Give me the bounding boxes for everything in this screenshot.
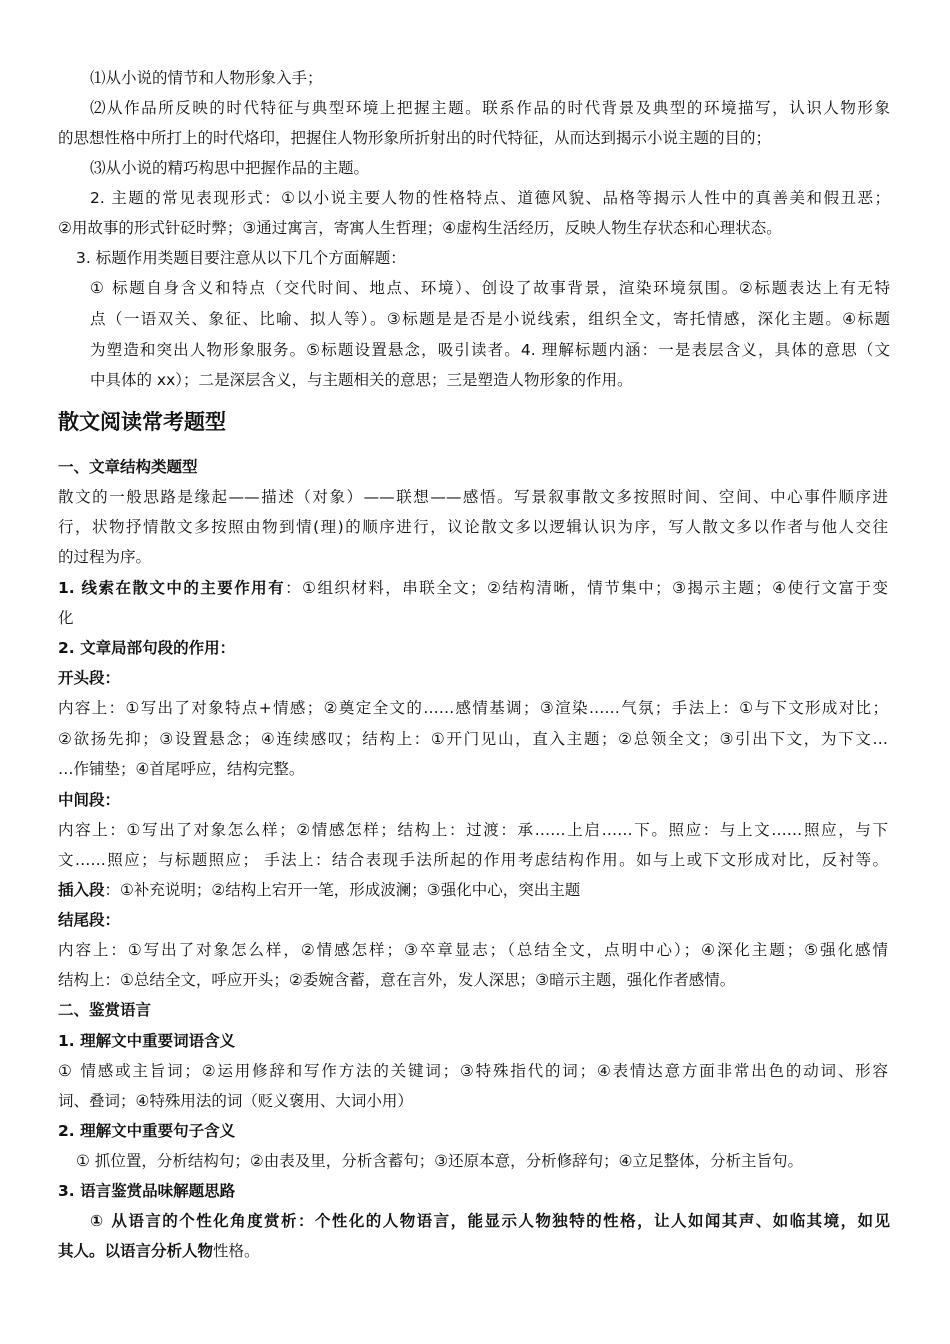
insert-paragraph-line (58, 880, 580, 900)
structure-intro-line-2: 行，状物抒情散文多按照由物到情(理)的顺序进行，议论散文多以逻辑认识为序，写人散文多以作者与他人交往 (58, 518, 888, 536)
title-function-line-2: 点（一语双关、象征、比喻、拟人等）。③标题是是否是小说线索，组织全文，寄托情感，深化主题。④标题 (90, 310, 890, 328)
language-heading: 二、鉴赏语言 (58, 1001, 152, 1019)
clue-function-label: 1. 线索在散文中的主要作用有 (58, 579, 286, 597)
word-meaning-heading: 1. 理解文中重要词语含义 (58, 1032, 236, 1050)
sentence-meaning-heading: 2. 理解文中重要句子含义 (58, 1122, 236, 1140)
title-function-line-4: 中具体的 xx）；二是深层含义，与主题相关的意思；三是塑造人物形象的作用。 (90, 371, 633, 389)
title-function-line-3: 为塑造和突出人物形象服务。⑤标题设置悬念，吸引读者。4. 理解标题内涵：一是表层含义，具体的意思（文 (90, 341, 890, 359)
ending-line-1: 内容上：①写出了对象怎么样，②情感怎样；③卒章显志；（总结全文，点明中心）；④深化主题；⑤强化感情 (58, 941, 888, 959)
structure-heading: 一、文章结构类题型 (58, 458, 198, 476)
language-appreciation-line-1: ① 从语言的个性化角度赏析：个性化的人物语言，能显示人物独特的性格，让人如闻其声、如临其境，如见 (90, 1212, 890, 1230)
title-function-heading: 3. 标题作用类题目要注意从以下几个方面解题： (76, 249, 406, 267)
novel-point-1: ⑴从小说的情节和人物形象入手； (90, 69, 323, 87)
ending-paragraph-label: 结尾段： (58, 911, 121, 929)
partial-function-heading: 2. 文章局部句段的作用： (58, 639, 236, 657)
middle-paragraph-label: 中间段： (58, 791, 121, 809)
structure-intro-line-3: 的过程为序。 (58, 548, 152, 566)
language-appreciation-heading: 3. 语言鉴赏品味解题思路 (58, 1182, 236, 1200)
opening-line-2: ②欲扬先抑；③设置悬念；④连续感叹；结构上：①开门见山，直入主题；②总领全文；③引出下文，为下文… (58, 730, 888, 748)
middle-line-2: 文……照应；与标题照应； 手法上：结合表现手法所起的作用考虑结构作用。如与上或下文形成对比，反衬等。 (58, 851, 888, 869)
novel-point-2-line-2: 的思想性格中所打上的时代烙印，把握住人物形象所折射出的时代特征，从而达到揭示小说主题的目的； (58, 129, 772, 147)
sentence-meaning-line: ① 抓位置，分析结构句；②由表及里，分析含蓄句；③还原本意，分析修辞句；④立足整体，分析主旨句。 (76, 1152, 804, 1170)
clue-function-line-1 (58, 578, 888, 598)
insert-paragraph-text: ：①补充说明；②结构上宕开一笔，形成波澜；③强化中心，突出主题 (104, 881, 581, 899)
title-function-line-1: ① 标题自身含义和特点（交代时间、地点、环境）、创设了故事背景，渲染环境氛围。②标题表达上有无特 (90, 279, 890, 297)
insert-paragraph-label: 插入段 (58, 881, 105, 899)
language-appreciation-rest: 性格。 (213, 1242, 260, 1260)
novel-point-2-line-1: ⑵从作品所反映的时代特征与典型环境上把握主题。联系作品的时代背景及典型的环境描写，认识人物形象 (90, 99, 890, 117)
opening-paragraph-label: 开头段： (58, 669, 121, 687)
structure-intro-line-1: 散文的一般思路是缘起——描述（对象）——联想——感悟。写景叙事散文多按照时间、空间、中心事件顺序进 (58, 488, 888, 506)
middle-line-1: 内容上：①写出了对象怎么样；②情感怎样；结构上：过渡：承……上启……下。照应：与上文……照应，与下 (58, 821, 888, 839)
clue-function-text: ：①组织材料，串联全文；②结构清晰，情节集中；③揭示主题；④使行文富于变 (285, 579, 888, 597)
opening-line-1: 内容上：①写出了对象特点+情感；②奠定全文的……感情基调；③渲染……气氛；手法上：①与下文形成对比； (58, 699, 888, 717)
prose-section-title: 散文阅读常考题型 (58, 410, 226, 434)
word-meaning-line-1: ① 情感或主旨词；②运用修辞和写作方法的关键词；③特殊指代的词；④表情达意方面非常出色的动词、形容 (58, 1062, 888, 1080)
theme-forms-line-1: 2. 主题的常见表现形式：①以小说主要人物的性格特点、道德风貌、品格等揭示人性中的真善美和假丑恶； (90, 189, 890, 207)
language-appreciation-bold: 其人。以语言分析人物 (58, 1242, 214, 1260)
clue-function-line-2: 化 (58, 609, 74, 627)
language-appreciation-line-2 (58, 1241, 260, 1261)
ending-line-2: 结构上：①总结全文，呼应开头；②委婉含蓄，意在言外，发人深思；③暗示主题，强化作者感情。 (58, 971, 736, 989)
novel-point-3: ⑶从小说的精巧构思中把握作品的主题。 (90, 159, 370, 177)
theme-forms-line-2: ②用故事的形式针砭时弊；③通过寓言，寄寓人生哲理；④虚构生活经历，反映人物生存状态和心理状态。 (58, 219, 782, 237)
opening-line-3: …作铺垫；④首尾呼应，结构完整。 (58, 760, 305, 778)
word-meaning-line-2: 词、叠词；④特殊用法的词（贬义褒用、大词小用） (58, 1092, 413, 1110)
